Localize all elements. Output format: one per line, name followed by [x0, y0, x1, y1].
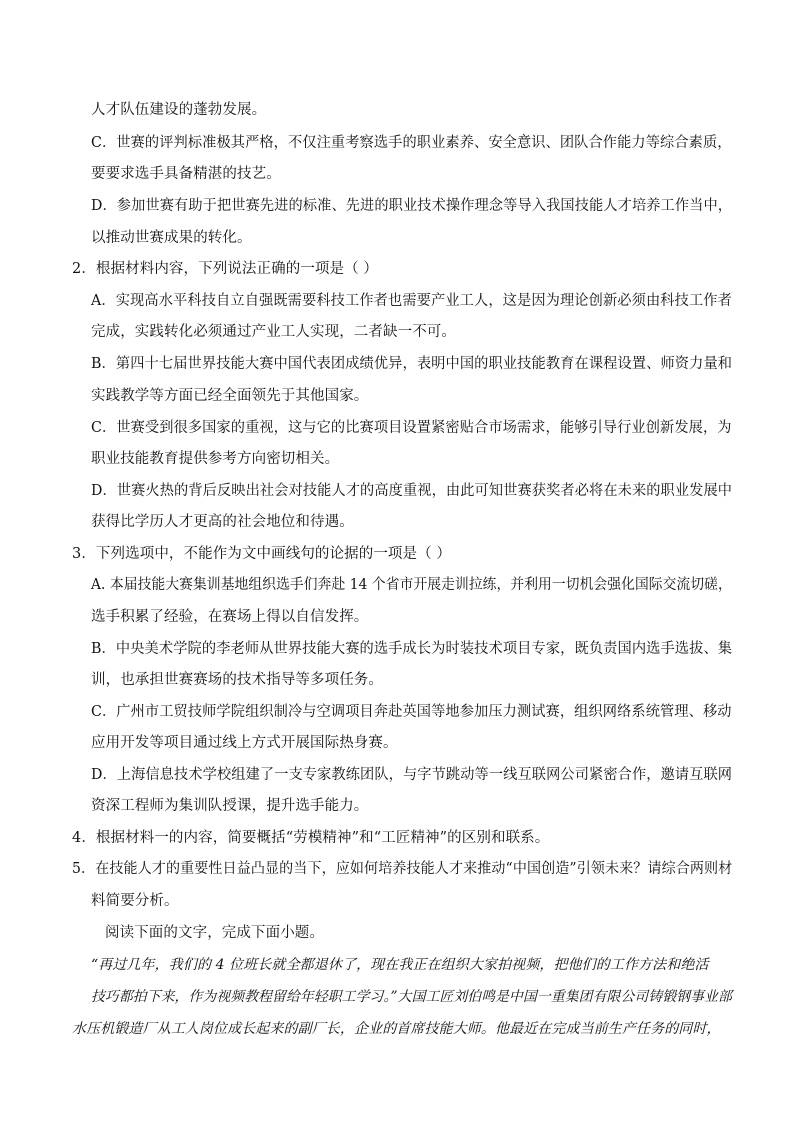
option-d-line: D．世赛火热的背后反映出社会对技能人才的高度重视，由此可知世赛获奖者必将在未来的职业发展中 — [91, 483, 733, 499]
option-b-line: B．中央美术学院的李老师从世界技能大赛的选手成长为时装技术项目专家，既负责国内选手选拔、集 — [91, 641, 733, 657]
text-line: 资深工程师为集训队授课，提升选手能力。 — [91, 798, 369, 814]
text-line: 料简要分析。 — [91, 893, 179, 909]
question-3: 3．下列选项中，不能作为文中画线句的论据的一项是（ ） — [72, 546, 452, 562]
text-line: 应用开发等项目通过线上方式开展国际热身赛。 — [91, 735, 398, 751]
text-line: 训，也承担世赛赛场的技术指导等多项任务。 — [91, 672, 383, 688]
text-line: 以推动世赛成果的转化。 — [91, 230, 252, 246]
text-line: 实践教学等方面已经全面领先于其他国家。 — [91, 388, 369, 404]
text-line: 人才队伍建设的蓬勃发展。 — [91, 102, 267, 118]
option-c-line: C．广州市工贸技师学院组织制冷与空调项目奔赴英国等地参加压力测试赛，组织网络系统管理、移动 — [91, 704, 732, 720]
question-5: 5．在技能人才的重要性日益凸显的当下，应如何培养技能人才来推动“中国创造”引领未来？请综合两则材 — [72, 861, 733, 877]
question-2: 2．根据材料内容，下列说法正确的一项是（ ） — [72, 261, 379, 277]
option-d-line: D．参加世赛有助于把世赛先进的标准、先进的职业技术操作理念等导入我国技能人才培养工作当中， — [91, 198, 733, 214]
option-b-line: B．第四十七届世界技能大赛中国代表团成绩优异，表明中国的职业技能教育在课程设置、师资力量和 — [91, 356, 733, 372]
passage-line: “再过几年，我们的 4 位班长就全都退休了，现在我正在组织大家拍视频，把他们的工作方法和绝活 — [91, 957, 709, 973]
text-line: 获得比学历人才更高的社会地位和待遇。 — [91, 514, 354, 530]
option-c-line: C．世赛受到很多国家的重视，这与它的比赛项目设置紧密贴合市场需求，能够引导行业创新发展，为 — [91, 420, 732, 436]
option-d-line: D．上海信息技术学校组建了一支专家教练团队，与字节跳动等一线互联网公司紧密合作，邀请互联网 — [91, 767, 733, 783]
text-line: 要要求选手具备精湛的技艺。 — [91, 166, 281, 182]
text-line: 完成，实践转化必须通过产业工人实现，二者缺一不可。 — [91, 324, 456, 340]
option-a-line: A．实现高水平科技自立自强既需要科技工作者也需要产业工人，这是因为理论创新必须由科技工作者 — [91, 293, 732, 309]
text-line: 职业技能教育提供参考方向密切相关。 — [91, 451, 340, 467]
passage-line: 技巧都拍下来，作为视频教程留给年轻职工学习。”大国工匠刘伯鸣是中国一重集团有限公司铸锻钢事业部 — [91, 989, 732, 1005]
option-a-line: A. 本届技能大赛集训基地组织选手们奔赴 14 个省市开展走训拉练，并利用一切机会强化国际交流切磋， — [91, 577, 732, 593]
option-c-line: C．世赛的评判标准极其严格，不仅注重考察选手的职业素养、安全意识、团队合作能力等综合素质， — [91, 135, 732, 151]
passage-line: 水压机锻造厂从工人岗位成长起来的副厂长，企业的首席技能大师。他最近在完成当前生产任务的同时， — [72, 1021, 721, 1037]
reading-instruction: 阅读下面的文字，完成下面小题。 — [105, 925, 324, 941]
question-4: 4．根据材料一的内容，简要概括“劳模精神”和“工匠精神”的区别和联系。 — [72, 830, 550, 846]
text-line: 选手积累了经验，在赛场上得以自信发挥。 — [91, 609, 369, 625]
